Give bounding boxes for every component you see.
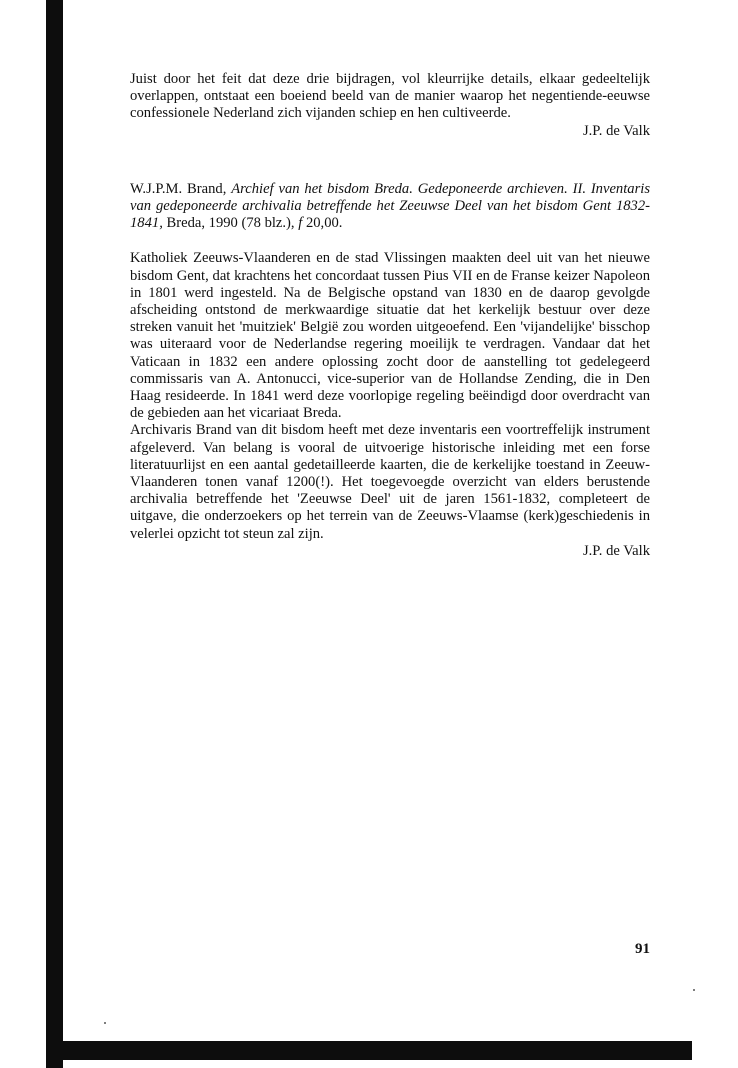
citation-title: Archief van het bisdom Breda. Gedeponeerde archieven. II. Inventaris van gedeponeerde archivalia betreffende het Zeeuwse Deel van het bisdom Gent 1832-1841, — [130, 180, 650, 232]
review-brand — [130, 250, 650, 560]
review-previous-ending — [130, 71, 650, 140]
page-content — [130, 71, 650, 560]
citation-text — [130, 181, 650, 233]
review-signature: J.P. de Valk — [582, 122, 650, 139]
scan-edge-left — [46, 0, 63, 1068]
book-citation — [130, 181, 650, 233]
citation-price: 20,00. — [305, 215, 343, 232]
scan-edge-bottom — [63, 1041, 692, 1060]
citation-publisher: Breda, 1990 (78 blz.), — [166, 215, 295, 232]
review-paragraph-2: Archivaris Brand van dit bisdom heeft met deze inventaris een voortreffelijk instrument afgeleverd. Van belang is vooral de uitvoerige historische inleiding met een forse literatuurlijst en een aantal gedetailleerde kaarten, die de kerkelijke toestand in Zeeuw-Vlaanderen tonen vanaf 1200(!). Het toegevoegde overzicht van elders berustende archivalia betreffende het 'Zeeuwse Deel' uit de jaren 1561-1832, completeert de uitgave, die onderzoekers op het terrein van de Zeeuws-Vlaamse (kerk)geschiedenis in velerlei opzicht tot steun zal zijn. — [130, 422, 650, 542]
page-number: 91 — [635, 941, 650, 957]
review-paragraph: Juist door het feit dat deze drie bijdragen, vol kleurrijke details, elkaar gedeeltelijk overlappen, ontstaat een boeiend beeld van de manier waarop het negentiende-eeuwse confessionele Nederland zich vijanden schiep en hen cultiveerde. — [130, 71, 650, 122]
scan-speck — [693, 989, 695, 991]
review-signature: J.P. de Valk — [582, 542, 650, 559]
review-paragraph-1: Katholiek Zeeuws-Vlaanderen en de stad Vlissingen maakten deel uit van het nieuwe bisdom Gent, dat krachtens het concordaat tussen Pius VII en de Franse keizer Napoleon in 1801 werd ingesteld. Na de Belgische opstand van 1830 en de daarop gevolgde afscheiding ontstond de merkwaardige situatie dat het kerkelijk bestuur over deze streken vanuit het 'muitziek' België zou worden uitgeoefend. Een 'vijandelijke' bisschop was uiteraard voor de Nederlandse regering moeilijk te verdragen. Vandaar dat het Vaticaan in 1832 een andere oplossing zocht door de aanstelling tot gedelegeerd commissaris van A. Antonucci, vice-superior van de Hollandse Zending, die in Den Haag resideerde. In 1841 werd deze voorlopige regeling beëindigd door overdracht van de gebieden aan het vicariaat Breda. — [130, 250, 650, 422]
scan-speck — [104, 1022, 106, 1024]
citation-price-symbol: f — [298, 215, 303, 232]
citation-author: W.J.P.M. Brand, — [130, 180, 227, 197]
